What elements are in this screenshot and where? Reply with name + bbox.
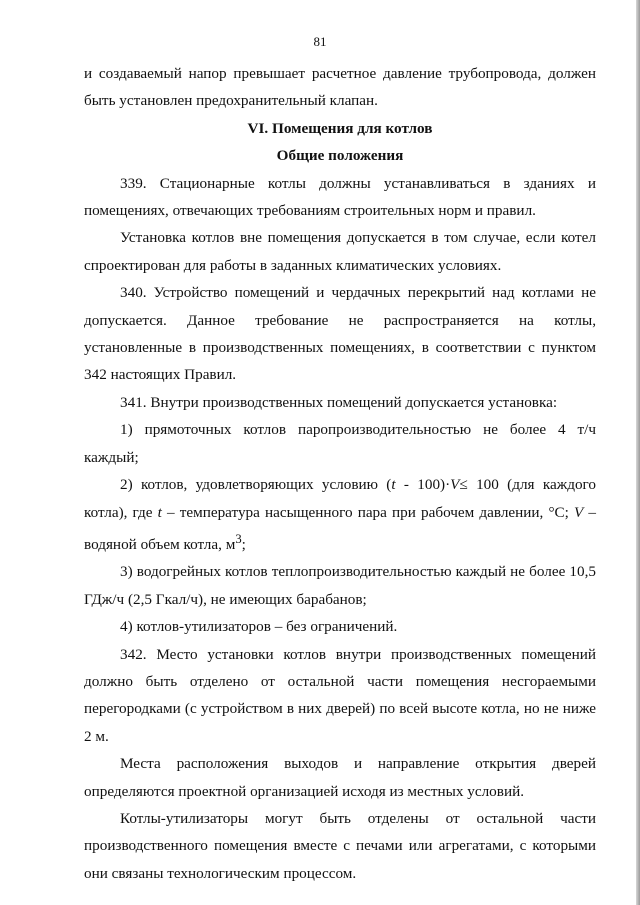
list-item-2-text-f: ;: [241, 535, 246, 553]
list-item-2: [84, 471, 596, 558]
symbol-t: t: [157, 503, 162, 521]
list-item-2-text-c: ≤ 100 (для каждого котла), где: [84, 476, 596, 521]
list-item-1: 1) прямоточных котлов паропроизводительностью не более 4 т/ч каждый;: [84, 421, 596, 466]
list-item-2-text-e: – водяной объем котла, м: [84, 503, 597, 553]
page-number: 81: [313, 34, 327, 49]
superscript-3: 3: [235, 531, 242, 546]
page-edge-shadow: [636, 0, 640, 905]
paragraph-342: 342. Место установки котлов внутри производственных помещений должно быть отделено от остальной части помещения несгораемыми перегородками (с устройством в них дверей) по всей высоте котла, но не ниже 2 м.: [84, 645, 596, 745]
document-body: [84, 60, 596, 887]
symbol-v: V: [574, 503, 584, 521]
paragraph-waste-heat-boilers: Котлы-утилизаторы могут быть отделены от остальной части производственного помещения вместе с печами или агрегатами, с которыми они связаны технологическим процессом.: [84, 810, 596, 882]
list-item-4: 4) котлов-утилизаторов – без ограничений.: [120, 618, 398, 636]
list-item-2-text-b: - 100)·: [395, 476, 451, 494]
formula-t: t: [391, 476, 396, 494]
list-item-2-text-d: – температура насыщенного пара при рабочем давлении, °С;: [161, 503, 575, 521]
list-item-2-text-a: 2) котлов, удовлетворяющих условию (: [120, 476, 392, 494]
paragraph-341: 341. Внутри производственных помещений допускается установка:: [120, 393, 558, 411]
paragraph-340: 340. Устройство помещений и чердачных перекрытий над котлами не допускается. Данное требование не распространяется на котлы, установленные в производственных помещениях, в соответствии с пунктом 342 настоящих Правил.: [84, 284, 596, 384]
list-item-3: 3) водогрейных котлов теплопроизводительностью каждый не более 10,5 ГДж/ч (2,5 Гкал/ч), не имеющих барабанов;: [84, 563, 596, 608]
paragraph-outdoor-installation: Установка котлов вне помещения допускается в том случае, если котел спроектирован для работы в заданных климатических условиях.: [84, 229, 596, 274]
formula-v: V: [450, 476, 460, 494]
paragraph-339: 339. Стационарные котлы должны устанавливаться в зданиях и помещениях, отвечающих требованиям строительных норм и правил.: [84, 174, 596, 220]
paragraph-continuation: и создаваемый напор превышает расчетное давление трубопровода, должен быть установлен предохранительный клапан.: [84, 65, 596, 110]
paragraph-exits: Места расположения выходов и направление открытия дверей определяются проектной организацией исходя из местных условий.: [84, 755, 596, 800]
section-subheading: Общие положения: [276, 147, 404, 165]
section-heading: VI. Помещения для котлов: [247, 119, 433, 137]
